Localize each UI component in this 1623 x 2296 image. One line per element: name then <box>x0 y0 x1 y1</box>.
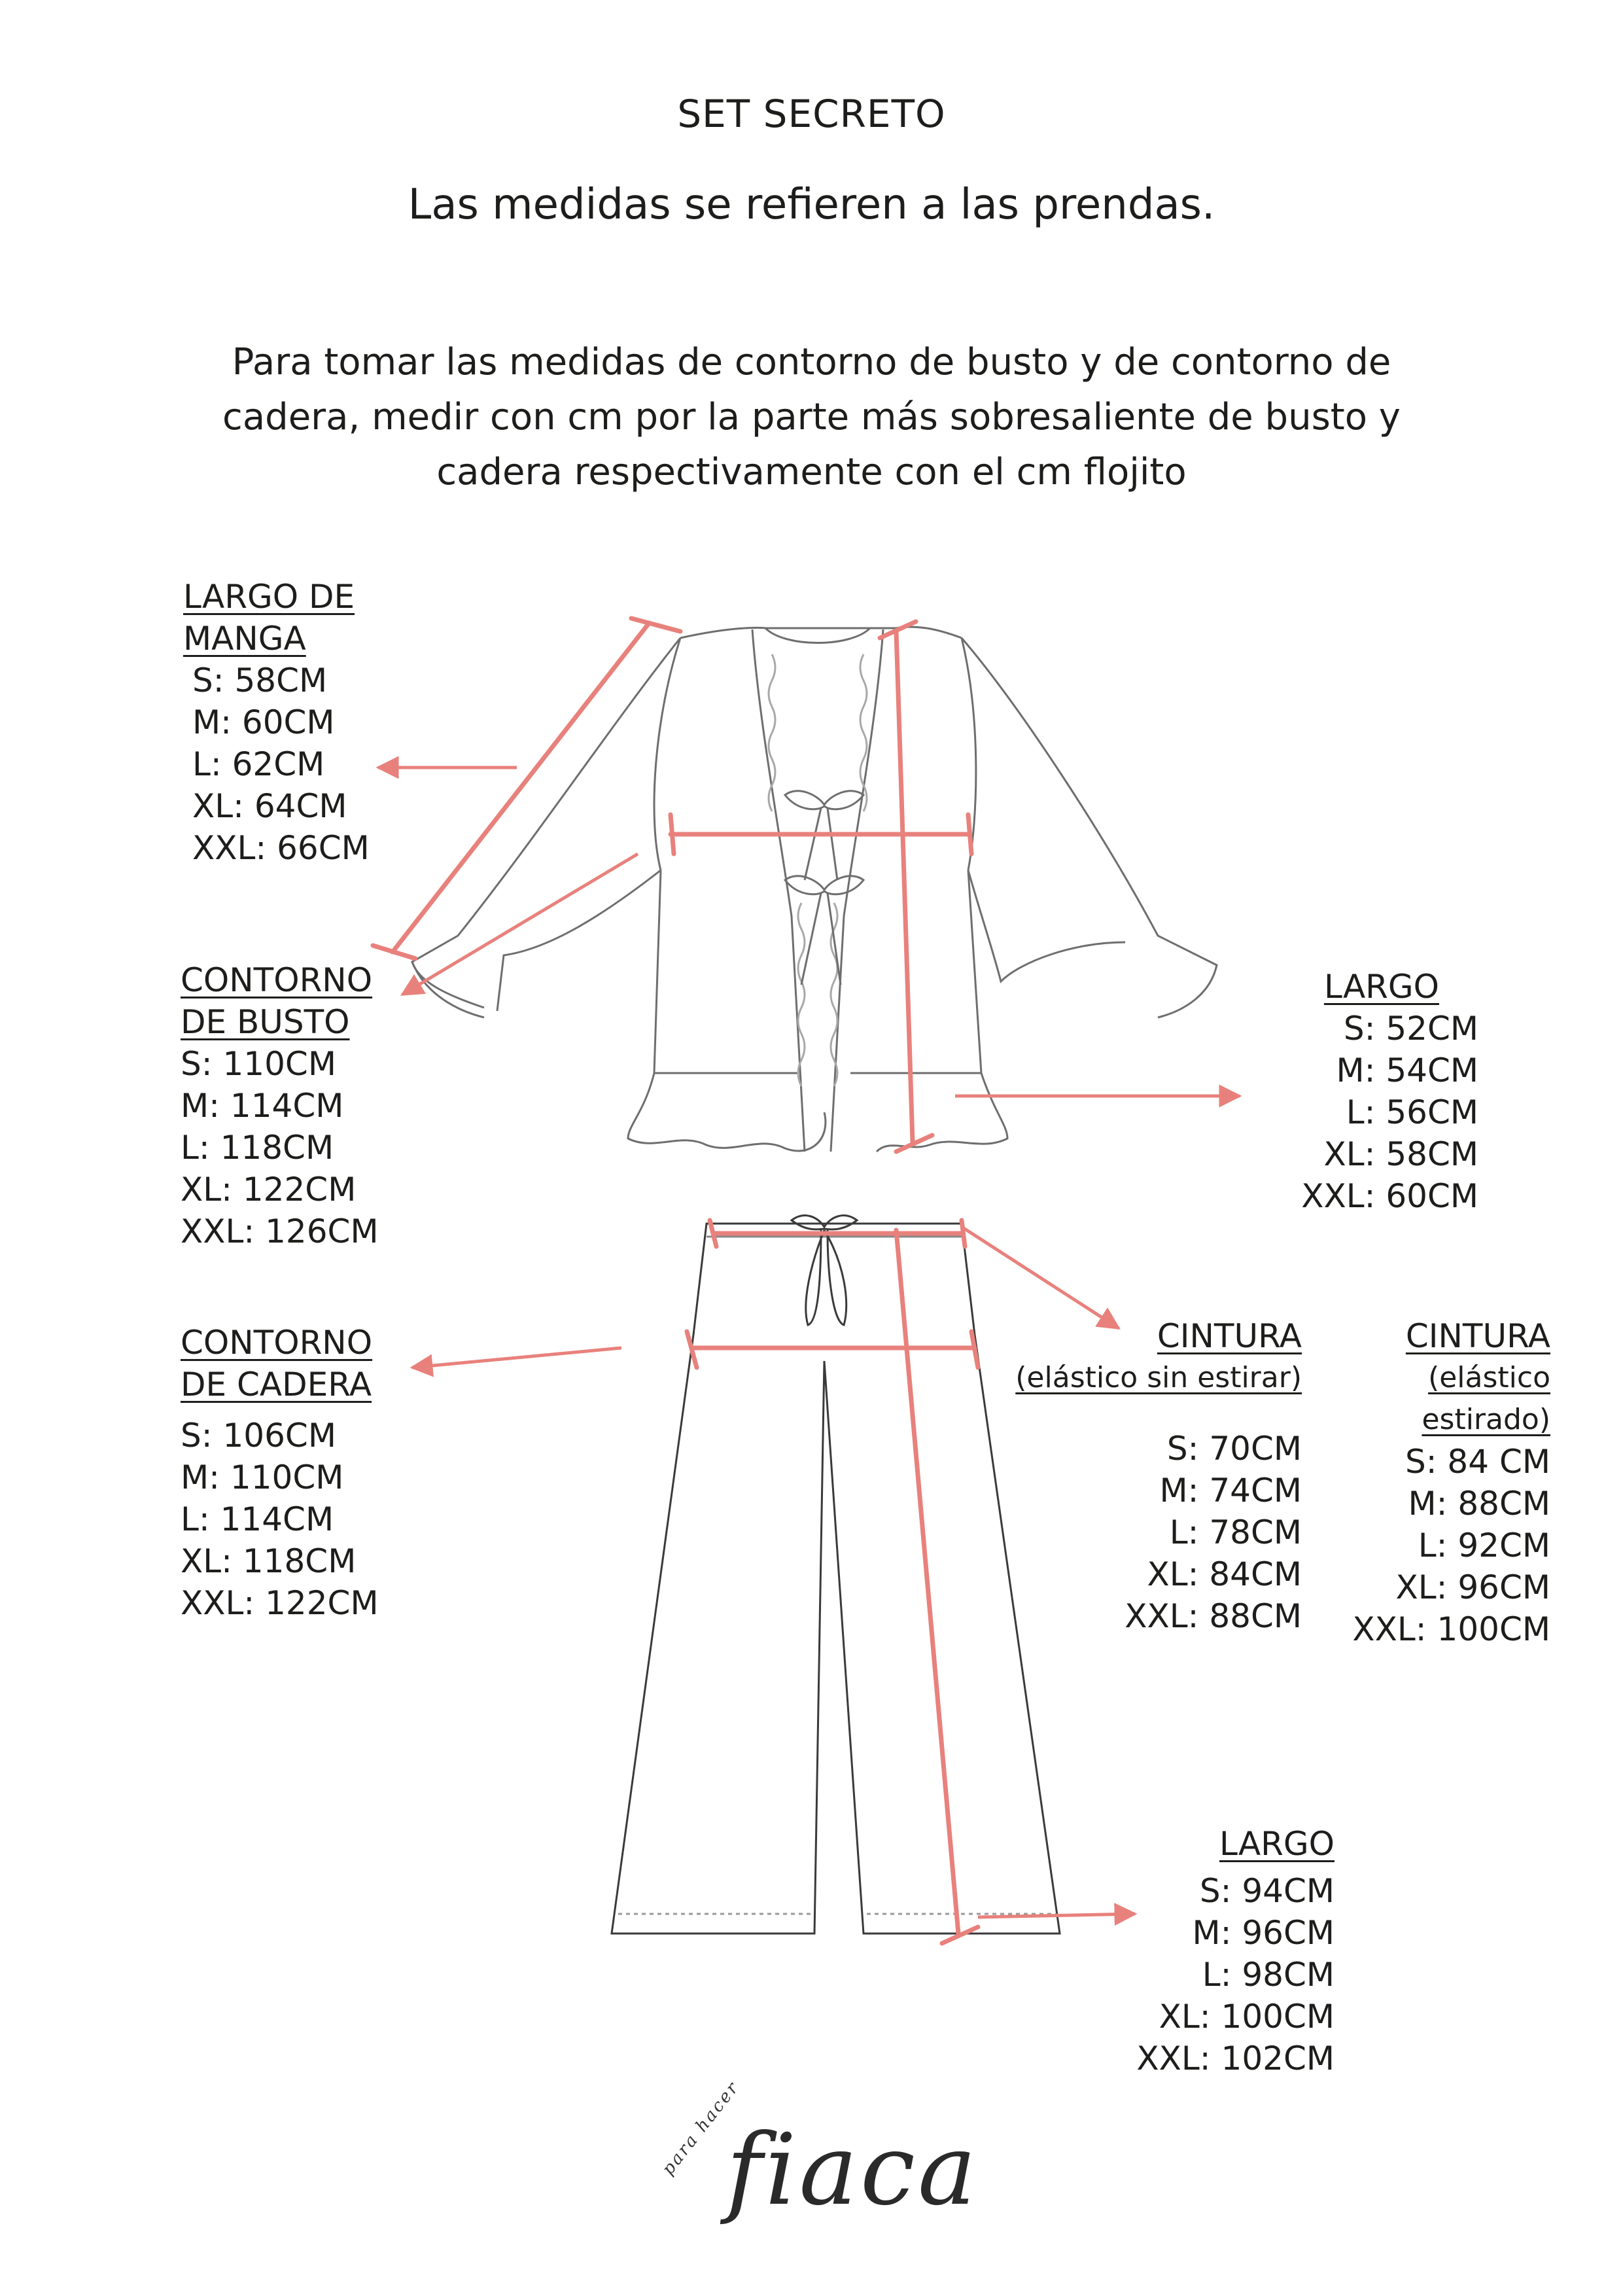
size-value: L: 92CM <box>1418 1527 1550 1564</box>
pants-garment-outline <box>612 1216 1060 1934</box>
size-value: XL: 58CM <box>1323 1135 1478 1173</box>
size-value: XXL: 60CM <box>1301 1177 1478 1215</box>
size-value: S: 110CM <box>181 1045 336 1083</box>
title-line: CONTORNO <box>181 961 373 999</box>
waist-stretched-title <box>1335 1315 1550 1441</box>
hip-sizes <box>181 1415 379 1624</box>
title-line: CINTURA <box>1157 1317 1302 1355</box>
title-line: estirado) <box>1422 1403 1550 1436</box>
size-value: M: 96CM <box>1192 1914 1335 1952</box>
title-line: CONTORNO <box>181 1324 373 1362</box>
size-value: XXL: 88CM <box>1125 1597 1302 1635</box>
top-length-block <box>1256 966 1478 1217</box>
title-line: LARGO <box>1219 1825 1335 1863</box>
size-value: M: 110CM <box>181 1458 344 1496</box>
size-value: XL: 64CM <box>192 787 347 825</box>
arrow-bust <box>402 854 638 995</box>
size-value: M: 54CM <box>1336 1051 1478 1089</box>
size-value: S: 70CM <box>1166 1430 1302 1468</box>
waist-relaxed-sizes <box>1001 1428 1302 1637</box>
size-value: XL: 96CM <box>1395 1568 1550 1606</box>
size-value: XL: 84CM <box>1147 1555 1302 1593</box>
pant-length-line <box>896 1230 958 1934</box>
size-value: S: 52CM <box>1343 1010 1478 1048</box>
title-line: LARGO <box>1323 968 1439 1006</box>
title-line: DE BUSTO <box>181 1003 350 1041</box>
arrow-hip <box>412 1348 621 1368</box>
size-value: S: 84 CM <box>1405 1443 1550 1481</box>
logo-tagline: para hacer <box>658 2077 744 2179</box>
size-value: S: 106CM <box>181 1417 336 1455</box>
page-title: SET SECRETO <box>677 92 946 136</box>
brand-logo: fiaca <box>726 2113 979 2227</box>
bust-block <box>181 959 379 1252</box>
waist-relaxed-block <box>1001 1315 1302 1637</box>
size-value: L: 114CM <box>181 1500 334 1538</box>
size-value: S: 58CM <box>192 662 328 699</box>
size-value: M: 88CM <box>1408 1485 1550 1523</box>
size-value: XXL: 100CM <box>1352 1610 1550 1648</box>
title-line: CINTURA <box>1405 1317 1550 1355</box>
top-length-line <box>896 631 913 1142</box>
size-value: M: 74CM <box>1159 1472 1302 1510</box>
size-value: S: 94CM <box>1199 1872 1335 1910</box>
waist-stretched-sizes <box>1335 1441 1550 1650</box>
size-value: XXL: 126CM <box>181 1212 379 1250</box>
size-value: XXL: 122CM <box>181 1584 379 1622</box>
top-garment-outline <box>412 627 1217 1152</box>
waist-relaxed-title <box>1001 1315 1302 1399</box>
size-value: XXL: 66CM <box>192 829 370 867</box>
pant-length-sizes <box>1112 1870 1335 2079</box>
top-length-sizes <box>1256 1008 1478 1217</box>
sleeve-length-sizes <box>192 660 370 869</box>
bust-title <box>181 959 379 1043</box>
bust-sizes <box>181 1043 379 1252</box>
hip-title <box>181 1322 379 1405</box>
intro-line: cadera, medir con cm por la parte más sobresaliente de busto y <box>222 396 1401 438</box>
title-line: (elástico <box>1428 1361 1550 1394</box>
sleeve-length-title <box>183 576 370 660</box>
size-value: L: 78CM <box>1169 1513 1302 1551</box>
intro-line: cadera respectivamente con el cm flojito <box>436 451 1187 493</box>
waist-stretched-block <box>1335 1315 1550 1650</box>
arrow-waist <box>962 1227 1119 1328</box>
title-line: MANGA <box>183 620 306 658</box>
page-subtitle: Las medidas se refieren a las prendas. <box>408 181 1215 229</box>
title-line: (elástico sin estirar) <box>1015 1361 1302 1394</box>
size-value: XL: 118CM <box>181 1542 357 1580</box>
pant-length-title <box>1112 1823 1335 1865</box>
pant-length-block <box>1112 1823 1335 2079</box>
size-value: M: 60CM <box>192 703 335 741</box>
measurement-lines <box>373 618 978 1943</box>
size-value: L: 98CM <box>1202 1956 1335 1994</box>
size-value: XL: 122CM <box>181 1171 357 1209</box>
title-line: LARGO DE <box>183 578 355 616</box>
top-length-title <box>1256 966 1478 1008</box>
intro-line: Para tomar las medidas de contorno de busto y de contorno de <box>232 341 1391 383</box>
sleeve-length-block <box>183 576 370 869</box>
size-value: XXL: 102CM <box>1136 2040 1335 2077</box>
title-line: DE CADERA <box>181 1366 372 1404</box>
hip-block <box>181 1322 379 1624</box>
size-value: L: 56CM <box>1346 1093 1478 1131</box>
size-value: L: 62CM <box>192 745 325 783</box>
sleeve-length-line <box>393 625 648 952</box>
size-value: M: 114CM <box>181 1087 344 1125</box>
size-value: L: 118CM <box>181 1129 334 1167</box>
size-value: XL: 100CM <box>1159 1998 1335 2036</box>
